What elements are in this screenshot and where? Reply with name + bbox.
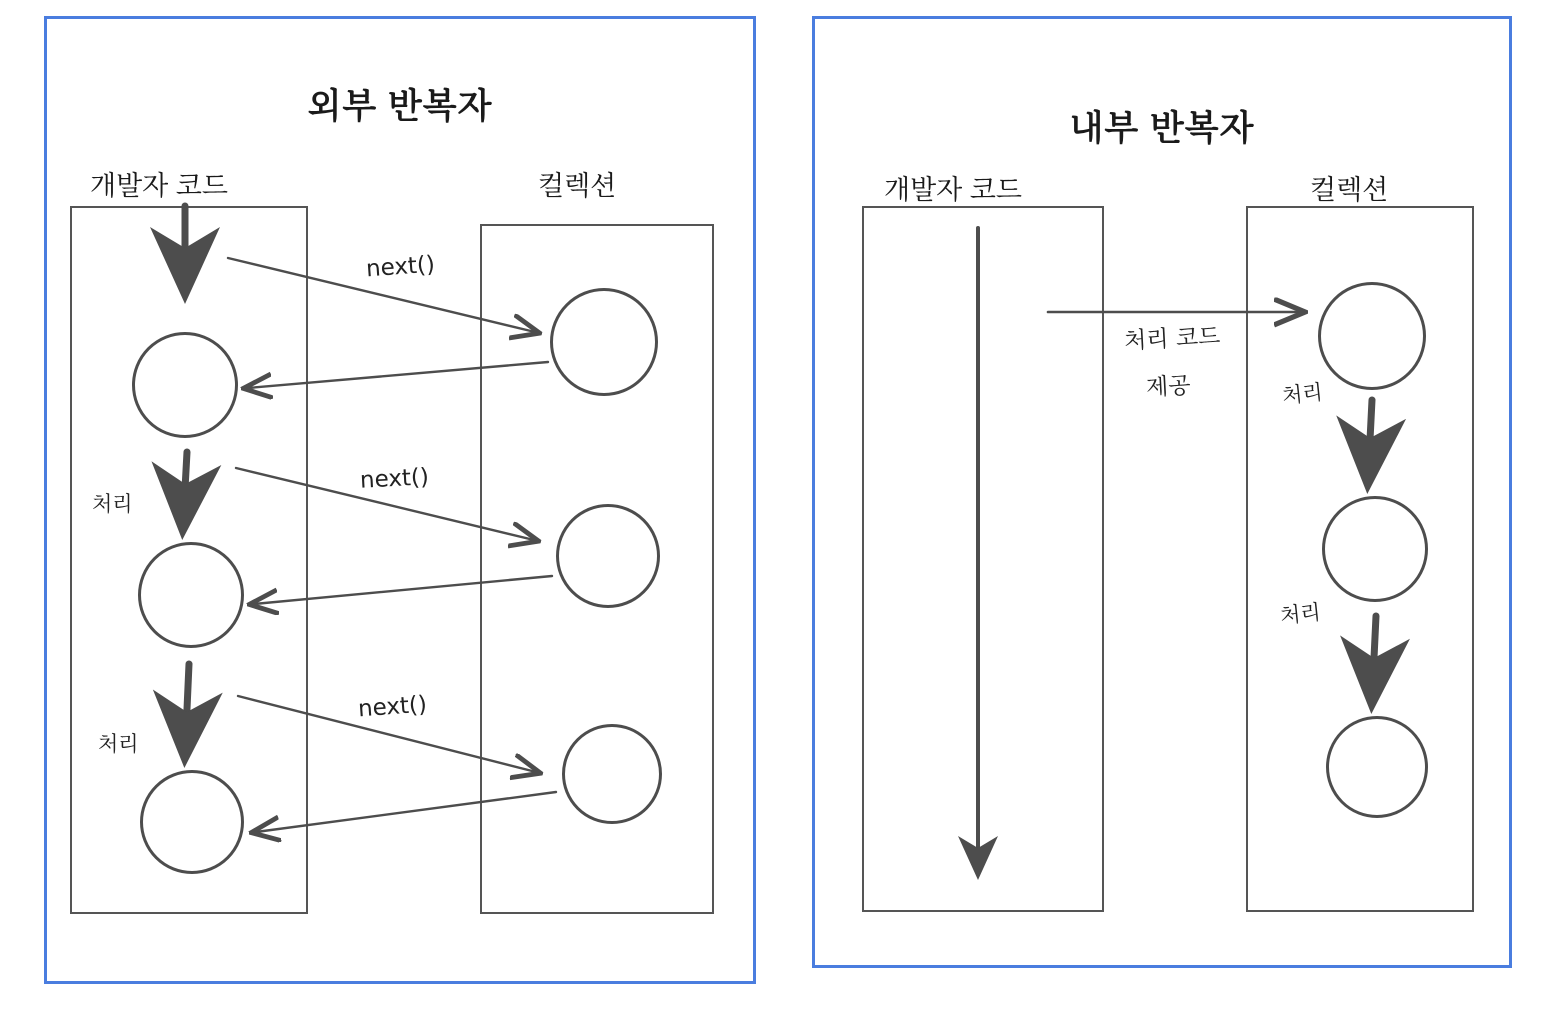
step-label-process-left-1: 처리	[92, 492, 133, 516]
node-collection-left-3	[562, 724, 662, 824]
node-collection-left-2	[556, 504, 660, 608]
step-label-process-right-1: 처리	[1280, 379, 1324, 409]
panel-internal-title: 내부 반복자	[1069, 109, 1255, 148]
box-developer-code-right	[862, 206, 1104, 912]
edge-label-next-3: next()	[357, 691, 428, 723]
edge-label-next-2: next()	[359, 464, 430, 494]
node-collection-right-1	[1318, 282, 1426, 390]
node-collection-right-2	[1322, 496, 1428, 602]
edge-label-provide: 제공	[1145, 372, 1192, 402]
node-collection-right-3	[1326, 716, 1428, 818]
step-label-process-right-2: 처리	[1278, 599, 1322, 629]
label-developer-code-right: 개발자 코드	[884, 175, 1022, 205]
edge-label-next-1: next()	[365, 251, 436, 283]
node-dev-left-3	[140, 770, 244, 874]
label-developer-code-left: 개발자 코드	[90, 171, 228, 201]
label-collection-left: 컬렉션	[538, 171, 617, 201]
node-dev-left-2	[138, 542, 244, 648]
label-collection-right: 컬렉션	[1310, 175, 1389, 205]
step-label-process-left-2: 처리	[98, 732, 139, 756]
node-collection-left-1	[550, 288, 658, 396]
node-dev-left-1	[132, 332, 238, 438]
panel-external-title: 외부 반복자	[307, 87, 493, 126]
edge-label-process-code: 처리 코드	[1123, 323, 1221, 355]
